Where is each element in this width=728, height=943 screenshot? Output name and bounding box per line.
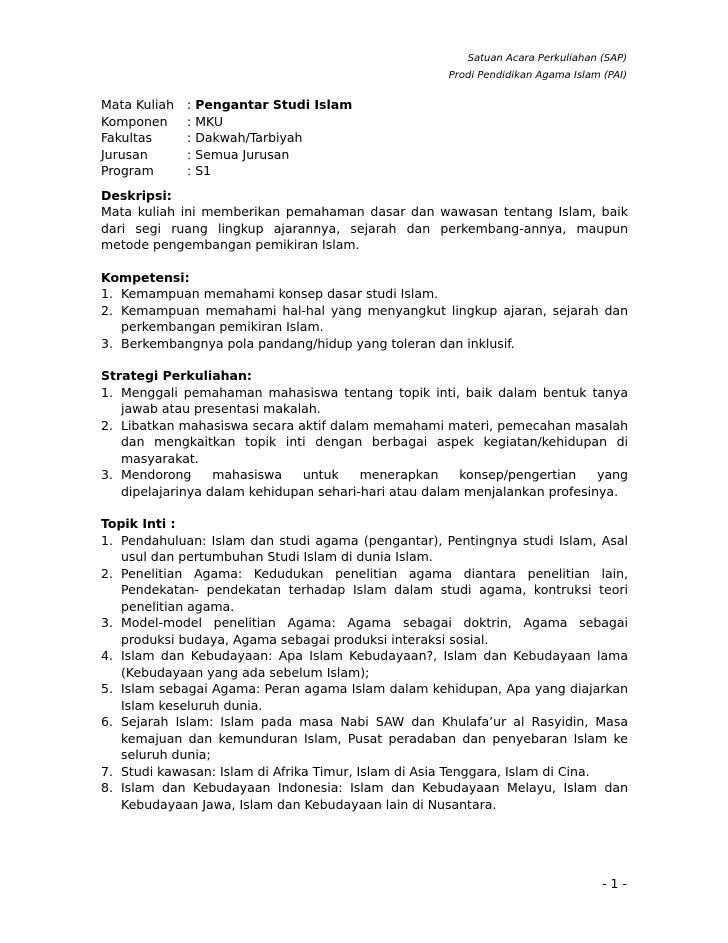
course-info-text: Dakwah/Tarbiyah	[195, 130, 303, 145]
list-item	[101, 714, 628, 764]
list-item-text: Model-model penelitian Agama: Agama sebagai doktrin, Agama sebagai produksi budaya, Agama sebagai produksi interaksi sosial.	[121, 615, 628, 647]
course-info-value	[187, 130, 352, 147]
strategi-section	[101, 368, 628, 500]
course-info-separator: :	[187, 97, 196, 112]
list-item-text: Penelitian Agama: Kedudukan penelitian agama diantara penelitian lain, Pendekatan- pendekatan terhadap Islam dalam studi agama, kontruksi teori penelitian agama.	[121, 565, 628, 614]
list-item	[101, 648, 628, 681]
course-info-label: Program	[101, 163, 154, 178]
list-number: 7.	[101, 763, 113, 779]
list-number: 1.	[101, 286, 113, 301]
document-body	[101, 97, 628, 829]
page-number: - 1 -	[602, 876, 627, 891]
list-item-text: Menggali pemahaman mahasiswa tentang topik inti, baik dalam bentuk tanya jawab atau presentasi makalah.	[121, 384, 628, 416]
course-info-separator: :	[187, 163, 196, 178]
course-info-row	[101, 130, 352, 147]
header-title: Satuan Acara Perkuliahan (SAP)	[467, 53, 627, 64]
list-number: 2.	[101, 417, 113, 433]
deskripsi-section	[101, 188, 628, 254]
list-item	[101, 303, 628, 336]
list-item-text: Kemampuan memahami konsep dasar studi Islam.	[121, 286, 439, 301]
course-info-row	[101, 97, 352, 114]
course-info-separator: :	[187, 130, 196, 145]
course-info-text: S1	[195, 163, 212, 178]
course-title: Pengantar Studi Islam	[195, 97, 353, 112]
section-heading: Topik Inti :	[101, 516, 176, 531]
course-info-label: Komponen	[101, 113, 168, 129]
course-info-row	[101, 147, 352, 164]
course-info-text: Semua Jurusan	[195, 146, 290, 162]
course-info-text: MKU	[195, 113, 223, 129]
list-item-text: Berkembangnya pola pandang/hidup yang toleran dan inklusif.	[121, 335, 515, 351]
list-item-text: Islam dan Kebudayaan Indonesia: Islam dan Kebudayaan Melayu, Islam dan Kebudayaan Jawa, Islam dan Kebudayaan lain di Nusantara.	[121, 780, 628, 812]
list-item	[101, 681, 628, 714]
list-number: 6.	[101, 714, 113, 729]
course-info-value	[187, 97, 352, 114]
course-info-separator: :	[187, 113, 196, 129]
course-info-separator: :	[187, 146, 196, 162]
list-item-text: Mendorong mahasiswa untuk menerapkan konsep/pengertian yang dipelajarinya dalam kehidupan sehari-hari atau dalam menjalankan profesinya.	[121, 467, 628, 499]
section-heading: Kompetensi:	[101, 269, 190, 285]
course-info-table	[101, 97, 352, 180]
list-number: 5.	[101, 681, 113, 696]
list-item-text: Islam sebagai Agama: Peran agama Islam dalam kehidupan, Apa yang diajarkan Islam keseluruh dunia.	[121, 681, 628, 713]
list-item	[101, 533, 628, 566]
list-item	[101, 286, 628, 303]
list-number: 2.	[101, 565, 113, 581]
list-item-text: Studi kawasan: Islam di Afrika Timur, Islam di Asia Tenggara, Islam di Cina.	[121, 763, 590, 779]
list-item-text: Pendahuluan: Islam dan studi agama (pengantar), Pentingnya studi Islam, Asal usul dan pertumbuhan Studi Islam di dunia Islam.	[121, 532, 628, 564]
document-header	[449, 50, 627, 84]
header-subtitle: Prodi Pendidikan Agama Islam (PAI)	[448, 70, 627, 81]
list-item	[101, 780, 628, 813]
list-item	[101, 385, 628, 418]
deskripsi-text: Mata kuliah ini memberikan pemahaman dasar dan wawasan tentang Islam, baik dari segi ruang lingkup ajarannya, sejarah dan perkembang-annya, maupun metode pengembangan pemikiran Islam.	[101, 204, 628, 252]
course-info-label: Jurusan	[101, 146, 148, 162]
list-item	[101, 566, 628, 616]
list-number: 1.	[101, 384, 113, 400]
list-number: 3.	[101, 335, 113, 351]
list-number: 3.	[101, 467, 113, 482]
list-item-text: Libatkan mahasiswa secara aktif dalam memahami materi, pemecahan masalah dan mengkaitkan topik inti dengan berbagai aspek kegiatan/kehidupan di masyarakat.	[121, 417, 628, 466]
section-heading: Strategi Perkuliahan:	[101, 368, 252, 383]
section-heading: Deskripsi:	[101, 187, 172, 203]
list-number: 2.	[101, 302, 113, 318]
list-number: 8.	[101, 780, 113, 795]
topik-section	[101, 516, 628, 813]
list-item	[101, 615, 628, 648]
list-number: 3.	[101, 615, 113, 630]
course-info-value	[187, 147, 352, 164]
list-number: 4.	[101, 648, 113, 663]
list-item-text: Sejarah Islam: Islam pada masa Nabi SAW dan Khulafa’ur al Rasyidin, Masa kemajuan dan kemunduran Islam, Pusat peradaban dan penyebaran Islam ke seluruh dunia;	[121, 714, 628, 762]
list-item-text: Kemampuan memahami hal-hal yang menyangkut lingkup ajaran, sejarah dan perkembangan pemikiran Islam.	[121, 302, 628, 334]
topik-list	[101, 533, 628, 814]
kompetensi-section	[101, 270, 628, 353]
list-item	[101, 418, 628, 468]
kompetensi-list	[101, 286, 628, 352]
course-info-value	[187, 114, 352, 131]
course-info-label: Fakultas	[101, 130, 153, 145]
list-number: 1.	[101, 532, 113, 548]
list-item-text: Islam dan Kebudayaan: Apa Islam Kebudayaan?, Islam dan Kebudayaan lama (Kebudayaan yang ada sebelum Islam);	[121, 648, 628, 680]
course-info-label: Mata Kuliah	[101, 97, 175, 112]
strategi-list	[101, 385, 628, 501]
course-info-row	[101, 163, 352, 180]
course-info-value	[187, 163, 352, 180]
list-item	[101, 764, 628, 781]
list-item	[101, 467, 628, 500]
list-item	[101, 336, 628, 353]
course-info-row	[101, 114, 352, 131]
